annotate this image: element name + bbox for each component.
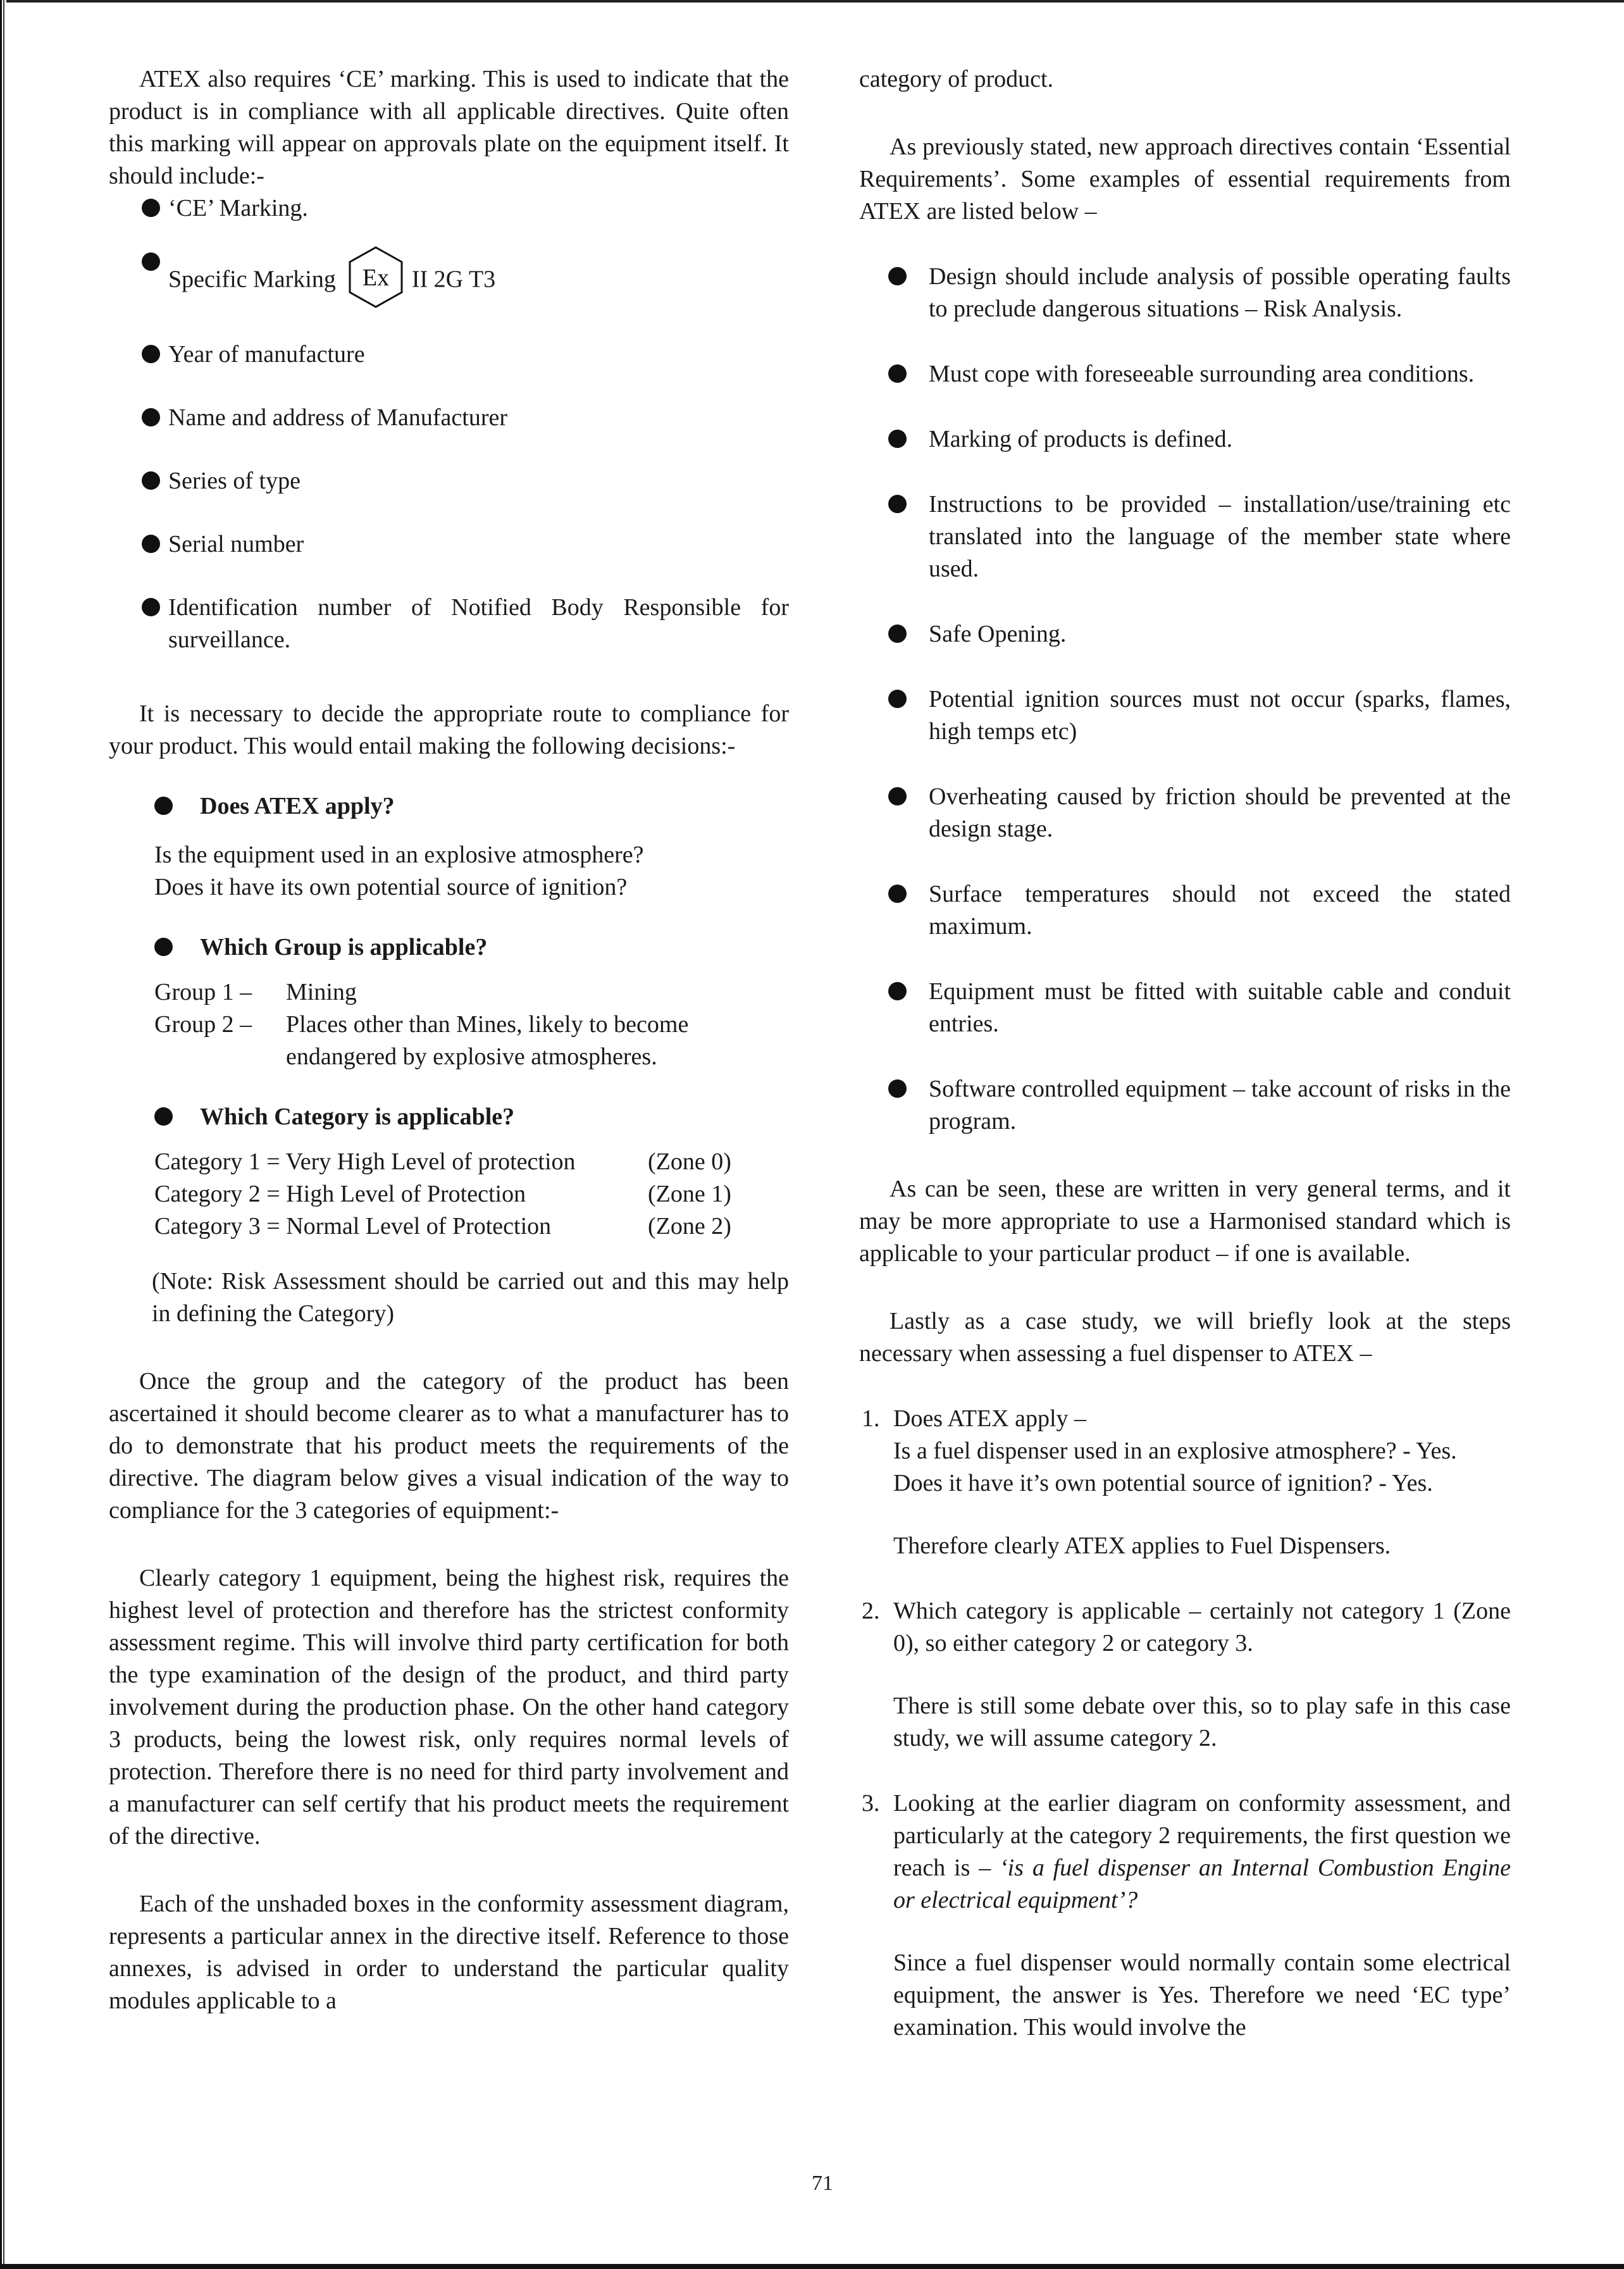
step-text: Which category is applicable – certainly not category 1 (Zone 0), so either category 2 or category 3. (893, 1598, 1511, 1657)
unshaded-boxes-paragraph: Each of the unshaded boxes in the conformity assessment diagram, represents a particular annex in the directive itself. Reference to those annexes, is advised in order to understand the particular quality modules applicable to a (109, 1891, 789, 2014)
requirement-item (859, 976, 1511, 1040)
page-edge-left (0, 0, 6, 2269)
bullet-icon (142, 199, 160, 217)
ce-marking-intro: ATEX also requires ‘CE’ marking. This is used to indicate that the product is in compliance with all applicable directives. Quite often this marking will appear on approvals plate on the equipment itself. It should include:- (109, 66, 789, 189)
ex-symbol-text: Ex (362, 264, 389, 291)
bullet-icon (888, 625, 907, 643)
marking-item-text: ‘CE’ Marking. (168, 195, 308, 221)
requirement-item (859, 878, 1511, 943)
left-column (109, 63, 789, 2017)
page-number: 71 (812, 2172, 833, 2195)
marking-item (109, 339, 789, 371)
requirement-item (859, 781, 1511, 845)
question-heading: Does ATEX apply? (200, 793, 395, 819)
bullet-icon (154, 938, 173, 956)
marking-item (109, 592, 789, 656)
question-which-group (109, 931, 789, 964)
step-item (859, 1787, 1511, 2044)
case-study-intro: Lastly as a case study, we will briefly look at the steps necessary when assessing a fuel dispenser to ATEX – (859, 1308, 1511, 1367)
question-heading: Which Group is applicable? (200, 934, 488, 960)
bullet-icon (888, 982, 907, 1000)
right-column (859, 63, 1511, 2044)
category-label: Category 2 = High Level of Protection (154, 1181, 526, 1207)
step-text: There is still some debate over this, so to play safe in this case study, we will assume category 2. (893, 1693, 1511, 1751)
continuation-text: category of product. (859, 66, 1054, 92)
marking-item-text: Identification number of Notified Body Responsible for surveillance. (168, 594, 789, 653)
requirement-text: Instructions to be provided – installation/use/training etc translated into the language of the member state where used. (929, 491, 1511, 582)
group-table (154, 976, 722, 1073)
bullet-icon (888, 1079, 907, 1098)
step-text: Looking at the earlier diagram on conformity assessment, and particularly at the category 2 requirements, the first question we reach is – (893, 1790, 1511, 1881)
marking-item (109, 402, 789, 434)
question-which-category (109, 1101, 789, 1133)
requirement-text: Overheating caused by friction should be prevented at the design stage. (929, 783, 1511, 842)
bullet-icon (154, 1107, 173, 1126)
requirement-item (859, 261, 1511, 325)
requirement-text: Safe Opening. (929, 621, 1067, 647)
ex-code: II 2G T3 (411, 266, 496, 293)
ex-hexagon-icon (349, 246, 403, 317)
marking-item-text: Serial number (168, 531, 304, 557)
requirement-text: Potential ignition sources must not occur (sparks, flames, high temps etc) (929, 686, 1511, 745)
page-edge-top (0, 0, 1624, 3)
step-number: 2. (862, 1598, 880, 1624)
marking-item-text: Year of manufacture (168, 341, 365, 368)
group-row (154, 976, 722, 1009)
bullet-icon (142, 408, 160, 426)
step-text: Since a fuel dispenser would normally contain some electrical equipment, the answer is Yes. Therefore we need ‘EC type’ examination. This would involve the (893, 1949, 1511, 2041)
marking-item (109, 528, 789, 561)
group-row (154, 1009, 722, 1073)
requirement-text: Design should include analysis of possible operating faults to preclude dangerous situations – Risk Analysis. (929, 263, 1511, 322)
step-item (859, 1595, 1511, 1755)
step-line: Is a fuel dispenser used in an explosive atmosphere? - Yes. (893, 1438, 1457, 1464)
bullet-icon (154, 797, 173, 815)
case-study-steps (859, 1403, 1511, 2044)
general-terms-paragraph: As can be seen, these are written in very general terms, and it may be more appropriate to use a Harmonised standard which is applicable to your particular product – if one is available. (859, 1176, 1511, 1267)
step-line: Does it have it’s own potential source of ignition? - Yes. (893, 1470, 1433, 1496)
step-number: 1. (862, 1405, 880, 1432)
question-line: Does it have its own potential source of ignition? (154, 874, 628, 900)
requirements-list (859, 261, 1511, 1138)
bullet-icon (888, 430, 907, 448)
atex-question-lines (109, 839, 789, 904)
group-label: Group 2 – (154, 1011, 252, 1038)
requirement-text: Marking of products is defined. (929, 426, 1233, 452)
page-edge-bottom (0, 2264, 1624, 2269)
category-zone: (Zone 2) (648, 1213, 731, 1240)
bullet-icon (142, 598, 160, 616)
bullet-icon (888, 787, 907, 805)
group-desc: Mining (286, 979, 357, 1005)
marking-item-text: Name and address of Manufacturer (168, 404, 507, 431)
category-row (154, 1210, 731, 1243)
marking-item (109, 246, 789, 317)
category-row (154, 1146, 731, 1178)
bullet-icon (888, 364, 907, 383)
bullet-icon (888, 690, 907, 708)
marking-item-text: Specific Marking (168, 266, 336, 293)
marking-list (109, 192, 789, 656)
bullet-icon (142, 345, 160, 363)
step-item (859, 1403, 1511, 1562)
question-does-atex-apply (109, 790, 789, 823)
risk-assessment-note: (Note: Risk Assessment should be carried out and this may help in defining the Category) (152, 1268, 789, 1327)
group-category-paragraph: Once the group and the category of the product has been ascertained it should become clearer as to what a manufacturer has to do to demonstrate that his product meets the requirements of the directive. The diagram below gives a visual indication of the way to compliance for the 3 categories of equipment:- (109, 1368, 789, 1524)
step-question: ‘is a fuel dispenser an Internal Combustion Engine or electrical equipment’? (893, 1855, 1511, 1913)
requirement-text: Equipment must be fitted with suitable cable and conduit entries. (929, 978, 1511, 1037)
question-heading: Which Category is applicable? (200, 1103, 515, 1130)
category-label: Category 3 = Normal Level of Protection (154, 1213, 552, 1240)
question-line: Is the equipment used in an explosive atmosphere? (154, 842, 644, 868)
requirement-item (859, 618, 1511, 650)
requirement-text: Surface temperatures should not exceed the stated maximum. (929, 881, 1511, 940)
step-conclusion: Therefore clearly ATEX applies to Fuel Dispensers. (893, 1532, 1391, 1559)
bullet-icon (888, 495, 907, 513)
bullet-icon (888, 267, 907, 285)
route-intro: It is necessary to decide the appropriate route to compliance for your product. This would entail making the following decisions:- (109, 700, 789, 759)
requirement-item (859, 423, 1511, 456)
marking-item (109, 465, 789, 497)
group-label: Group 1 – (154, 979, 252, 1005)
bullet-icon (142, 471, 160, 490)
requirement-text: Must cope with foreseeable surrounding area conditions. (929, 361, 1475, 387)
bullet-icon (142, 252, 160, 271)
requirement-item (859, 358, 1511, 390)
category-zone: (Zone 1) (648, 1181, 731, 1207)
requirement-text: Software controlled equipment – take account of risks in the program. (929, 1076, 1511, 1134)
group-desc: Places other than Mines, likely to become endangered by explosive atmospheres. (286, 1011, 689, 1070)
essential-requirements-intro: As previously stated, new approach directives contain ‘Essential Requirements’. Some examples of essential requirements from ATEX are listed below – (859, 134, 1511, 225)
step-number: 3. (862, 1790, 880, 1817)
bullet-icon (142, 535, 160, 553)
requirement-item (859, 488, 1511, 585)
category-row (154, 1178, 731, 1210)
requirement-item (859, 683, 1511, 748)
marking-item (109, 192, 789, 225)
category-table (154, 1146, 731, 1243)
category-label: Category 1 = Very High Level of protection (154, 1148, 576, 1175)
category-zone: (Zone 0) (648, 1148, 731, 1175)
step-heading: Does ATEX apply – (893, 1405, 1087, 1432)
marking-item-text: Series of type (168, 468, 301, 494)
category-1-paragraph: Clearly category 1 equipment, being the highest risk, requires the highest level of protection and therefore has the strictest conformity assessment regime. This will involve third party certification for both the type examination of the design of the product, and third party involvement during the production phase. On the other hand category 3 products, being the lowest risk, only requires normal levels of protection. Therefore there is no need for third party involvement and a manufacturer can self certify that his product meets the requirement of the directive. (109, 1565, 789, 1849)
bullet-icon (888, 885, 907, 903)
requirement-item (859, 1073, 1511, 1138)
